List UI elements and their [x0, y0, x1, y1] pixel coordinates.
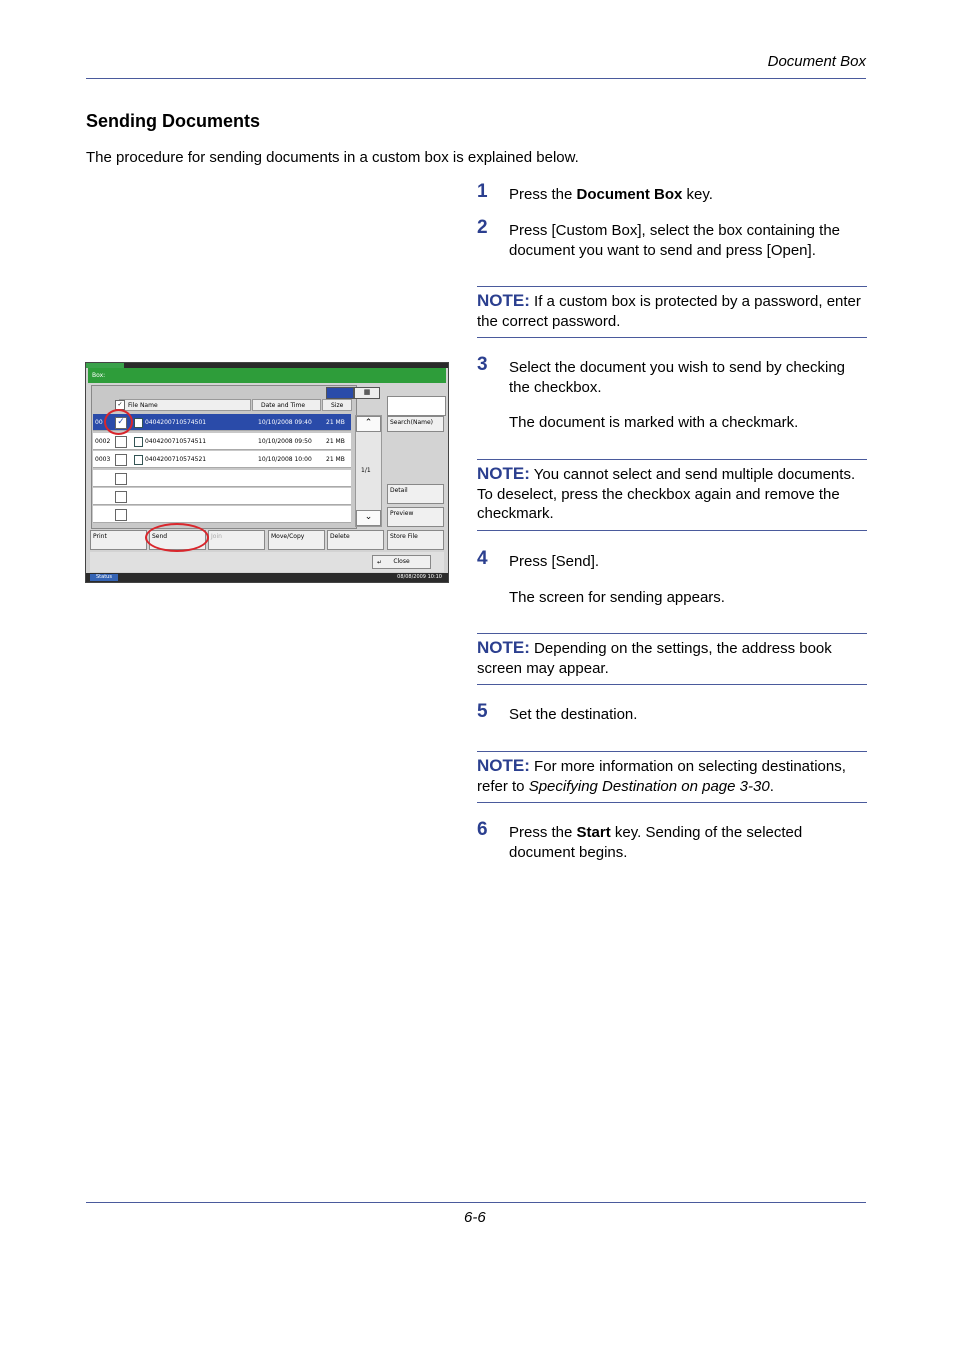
- close-label: Close: [393, 558, 410, 565]
- note-text: If a custom box is protected by a password, enter the correct password.: [477, 293, 861, 330]
- file-size: 21 MB: [326, 438, 345, 445]
- row-checkbox[interactable]: [115, 491, 127, 503]
- thumbnail-view-toggle[interactable]: ▦: [354, 387, 380, 399]
- panel-title-bar: Box:: [88, 368, 446, 383]
- note-label: NOTE:: [477, 638, 530, 657]
- delete-button[interactable]: Delete: [327, 530, 384, 550]
- send-button[interactable]: Send: [149, 530, 206, 550]
- column-header-date-time[interactable]: Date and Time: [252, 399, 321, 411]
- step-text: Press the: [509, 824, 577, 841]
- scroll-down-button[interactable]: ⌄: [356, 510, 381, 526]
- table-row[interactable]: [93, 451, 351, 468]
- row-checkbox-checked[interactable]: ✓: [115, 417, 127, 429]
- document-icon: [134, 437, 143, 447]
- step-text: Set the destination.: [509, 706, 638, 723]
- step-4: [477, 548, 867, 607]
- step-1: [477, 181, 867, 205]
- file-name: 0404200710574521: [145, 456, 207, 463]
- table-row[interactable]: [93, 433, 351, 450]
- date-time-display: 08/08/2009 10:10: [397, 574, 442, 580]
- column-header-size[interactable]: Size: [322, 399, 352, 411]
- step-number: 4: [477, 548, 488, 569]
- step-text: Press [Custom Box], select the box containing the document you want to send and press [Open].: [509, 222, 841, 259]
- row-checkbox[interactable]: [115, 509, 127, 521]
- search-name-button[interactable]: Search(Name): [387, 416, 444, 432]
- operation-panel-screenshot: [85, 362, 449, 583]
- return-icon: ↵: [377, 559, 383, 566]
- row-number: 0003: [95, 456, 111, 463]
- close-button[interactable]: [372, 555, 431, 569]
- file-size: 21 MB: [326, 456, 345, 463]
- row-checkbox[interactable]: [115, 436, 127, 448]
- step-subtext: The document is marked with a checkmark.: [509, 414, 799, 431]
- step-text: Press [Send].: [509, 553, 600, 570]
- step-text: key.: [682, 186, 713, 203]
- step-subtext: The screen for sending appears.: [509, 588, 725, 606]
- note-address-book: [477, 633, 867, 685]
- file-date: 10/10/2008 09:40: [258, 419, 312, 426]
- move-copy-button[interactable]: Move/Copy: [268, 530, 325, 550]
- cross-reference-link[interactable]: Specifying Destination on page 3-30: [528, 777, 770, 795]
- header-rule: [86, 78, 866, 79]
- empty-row: [93, 470, 351, 487]
- preview-button[interactable]: Preview: [387, 507, 444, 527]
- send-button-highlight-ring: [145, 523, 209, 552]
- row-checkbox[interactable]: [115, 473, 127, 485]
- page-indicator: 1/1: [361, 467, 371, 474]
- checkbox-highlight-ring: [104, 409, 133, 435]
- document-icon: [134, 455, 143, 465]
- row-number: 00: [95, 419, 103, 426]
- intro-text: The procedure for sending documents in a custom box is explained below.: [86, 149, 579, 166]
- note-multiple: [477, 459, 867, 531]
- empty-row: [93, 488, 351, 505]
- step-6: [477, 819, 867, 862]
- step-number: 5: [477, 701, 488, 722]
- note-text: You cannot select and send multiple documents. To deselect, press the checkbox again and remove the checkmark.: [477, 466, 856, 522]
- row-checkbox[interactable]: [115, 454, 127, 466]
- detail-button[interactable]: Detail: [387, 484, 444, 504]
- section-title: Sending Documents: [86, 111, 261, 131]
- file-name: 0404200710574501: [145, 419, 207, 426]
- note-label: NOTE:: [477, 464, 530, 483]
- file-name: 0404200710574511: [145, 438, 207, 445]
- step-text: Select the document you wish to send by checking the checkbox.: [509, 359, 846, 396]
- select-all-checkbox[interactable]: ✓: [115, 400, 125, 410]
- step-2: [477, 217, 867, 260]
- column-header-file-name[interactable]: File Name: [119, 399, 251, 411]
- list-view-toggle[interactable]: [326, 387, 354, 399]
- note-label: NOTE:: [477, 756, 530, 775]
- note-text: Depending on the settings, the address book screen may appear.: [477, 640, 832, 677]
- step-text: key. Sending of the selected document begins.: [509, 824, 803, 861]
- step-3: [477, 354, 867, 433]
- page-scroller: [355, 415, 382, 527]
- print-button[interactable]: Print: [90, 530, 147, 550]
- step-number: 2: [477, 217, 488, 238]
- status-bar: [86, 573, 448, 582]
- row-number: 0002: [95, 438, 111, 445]
- file-date: 10/10/2008 09:50: [258, 438, 312, 445]
- step-number: 3: [477, 354, 488, 375]
- step-number: 1: [477, 181, 488, 202]
- header-title: Document Box: [767, 53, 866, 70]
- scroll-up-button[interactable]: ⌃: [356, 416, 381, 432]
- note-text: For more information on selecting destinations, refer to: [477, 758, 846, 795]
- status-button[interactable]: Status: [90, 574, 118, 581]
- note-text: .: [769, 777, 774, 795]
- file-size: 21 MB: [326, 419, 345, 426]
- search-name-input[interactable]: [387, 396, 446, 416]
- file-date: 10/10/2008 10:00: [258, 456, 312, 463]
- key-name: Document Box: [576, 186, 683, 203]
- document-icon: [134, 418, 143, 428]
- step-5: [477, 701, 867, 725]
- footer-rule: [86, 1202, 866, 1203]
- step-text: Press the: [509, 186, 577, 203]
- store-file-button[interactable]: Store File: [387, 530, 444, 550]
- empty-row: [93, 506, 351, 523]
- step-number: 6: [477, 819, 488, 840]
- note-password: [477, 286, 867, 338]
- note-label: NOTE:: [477, 291, 530, 310]
- join-button[interactable]: Join: [208, 530, 265, 550]
- note-destinations: [477, 751, 867, 803]
- page-number: 6-6: [464, 1209, 486, 1226]
- key-name: Start: [576, 824, 611, 841]
